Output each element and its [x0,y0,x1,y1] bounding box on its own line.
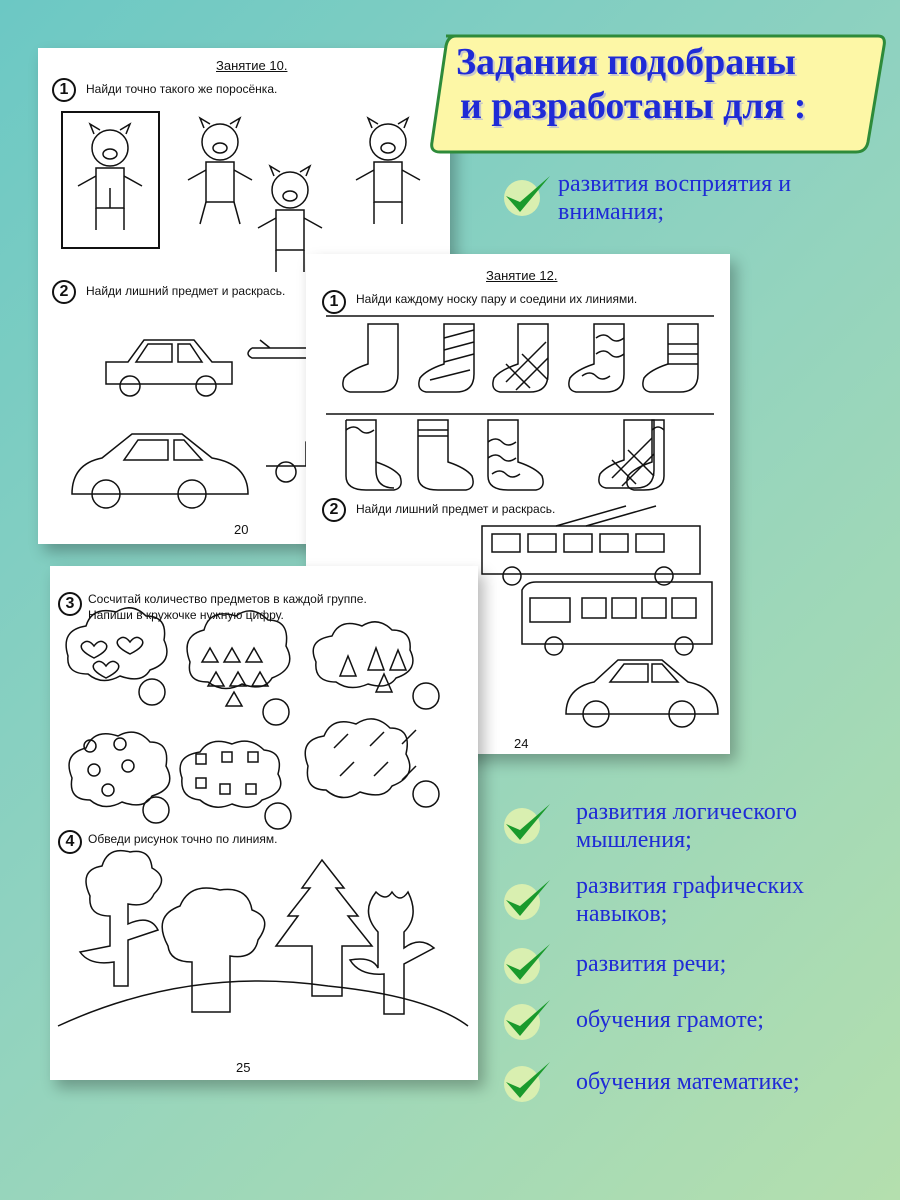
sock-icon [488,420,543,490]
headline-line-2: и разработаны для : [460,85,807,127]
car-icon [106,340,232,396]
sock-icon [599,420,654,488]
benefit-1: развития восприятия и внимания; [558,171,792,225]
benefit-6: обучения математике; [576,1069,800,1095]
workbook-page-25 [50,566,478,1080]
task-3-text-line2: Напиши в кружочке нужную цифру. [88,608,284,622]
pig-icon [188,118,252,224]
check-icon [500,1058,554,1104]
group-cloud [313,622,439,709]
heart-icon [93,661,119,678]
heart-icon [117,637,143,654]
square-icon [196,752,258,794]
sock-icon [493,324,548,392]
task-4-text: Обведи рисунок точно по линиям. [88,832,278,846]
task-2-text: Найди лишний предмет и раскрась. [86,284,286,298]
sock-icon [419,324,474,392]
sock-icon [343,324,398,392]
task-1-number: 1 [52,78,76,102]
check-icon [500,996,554,1042]
task-1-number: 1 [322,290,346,314]
benefit-4: развития речи; [576,951,727,977]
sock-icon [569,324,624,392]
task-2-text: Найди лишний предмет и раскрась. [356,502,556,516]
sock-icon [643,324,698,392]
task-1-text: Найди точно такого же поросёнка. [86,82,278,96]
triangle-icon [202,648,268,706]
task-3-number: 3 [58,592,82,616]
headline-line-1: Задания подобраны [456,41,796,83]
pig-icon [356,118,420,224]
bus-icon [482,506,700,585]
page-number: 24 [514,736,529,751]
task-3-text-line1: Сосчитай количество предметов в каждой группе. [88,592,367,606]
benefit-2: развития логического мышления; [576,799,798,853]
leaf-icon [334,730,416,780]
headline-banner [428,30,890,158]
page-20-title: Занятие 10. [216,58,288,73]
heart-icon [81,641,107,658]
car-icon [72,434,248,508]
task-2-number: 2 [322,498,346,522]
task-1-text: Найди каждому носку пару и соедини их линиями. [356,292,638,306]
sock-icon [418,420,473,490]
page-number: 20 [234,522,249,537]
car-icon [566,660,718,727]
benefit-5: обучения грамоте; [576,1007,764,1033]
page-number: 25 [236,1060,251,1075]
sock-icon [346,420,401,490]
benefit-3: развития графических навыков; [576,873,805,927]
check-icon [500,800,554,846]
pig-icon [78,124,142,230]
task-4-number: 4 [58,830,82,854]
check-icon [500,876,554,922]
flower-icon [84,738,134,796]
page-25-illustrations [50,566,478,1080]
group-cloud [305,719,439,807]
trace-shape [80,851,434,1014]
bus-icon [522,582,712,655]
group-cloud [187,611,290,725]
check-icon [500,940,554,986]
check-icon [500,172,554,218]
task-2-number: 2 [52,280,76,304]
page-24-title: Занятие 12. [486,268,558,283]
